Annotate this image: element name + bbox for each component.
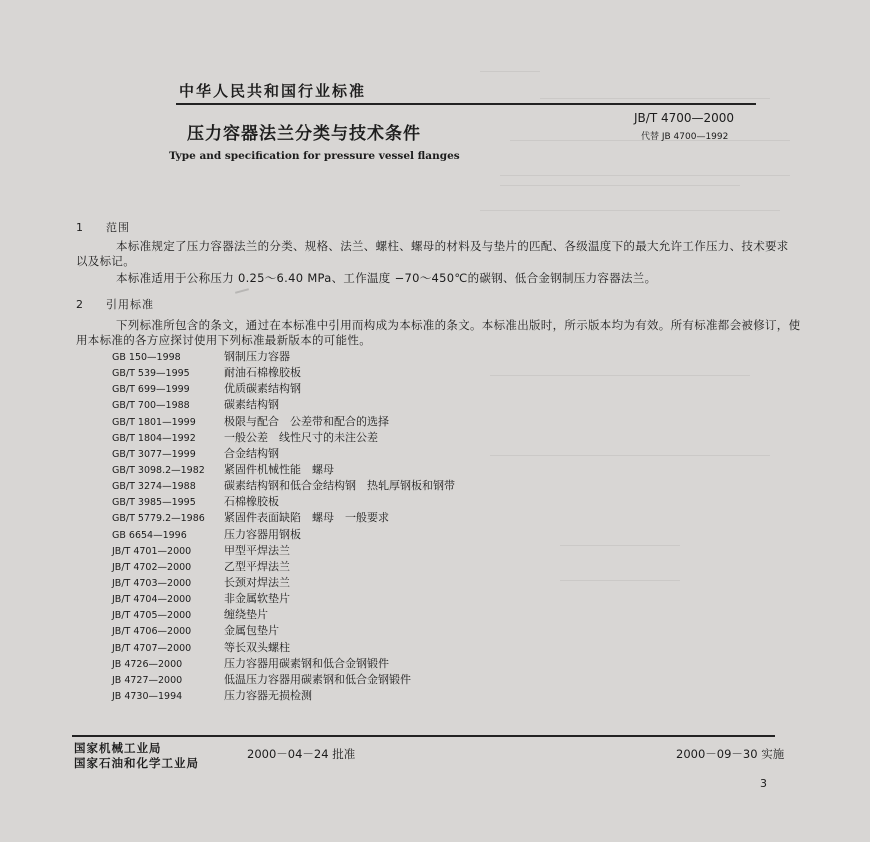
header-rule — [176, 103, 756, 105]
list-item: GB/T 1801—1999 极限与配合 公差带和配合的选择 — [112, 414, 389, 428]
issuing-authority-1: 国家机械工业局 — [74, 741, 162, 755]
scan-smudge — [235, 288, 249, 294]
page-title-english: Type and specification for pressure vessel flanges — [169, 150, 460, 162]
page-title: 压力容器法兰分类与技术条件 — [187, 124, 421, 144]
list-item: GB 150—1998 钢制压力容器 — [112, 350, 290, 363]
list-item: GB/T 1804—1992 一般公差 线性尺寸的未注公差 — [112, 430, 378, 444]
list-item: JB 4726—2000 压力容器用碳素钢和低合金钢锻件 — [112, 656, 389, 670]
standard-category-heading: 中华人民共和国行业标准 — [179, 82, 367, 100]
reference-list — [112, 349, 455, 704]
list-item: GB/T 3098.2—1982 紧固件机械性能 螺母 — [112, 462, 334, 476]
section-title: 引用标准 — [106, 298, 154, 311]
show-through-mark — [490, 375, 750, 376]
show-through-mark — [480, 210, 780, 211]
show-through-mark — [560, 545, 680, 546]
list-item: GB/T 3274—1988 碳素结构钢和低合金结构钢 热轧厚钢板和钢带 — [112, 479, 455, 493]
scope-paragraph-2: 本标准适用于公称压力 0.25～6.40 MPa、工作温度 −70～450℃的碳钢、低合金钢制压力容器法兰。 — [116, 271, 657, 285]
section-heading-scope — [76, 219, 130, 235]
list-item: JB/T 4707—2000 等长双头螺柱 — [112, 640, 290, 654]
section-number: 1 — [76, 221, 84, 234]
list-item: GB/T 3077—1999 合金结构钢 — [112, 446, 279, 460]
list-item: GB 6654—1996 压力容器用钢板 — [112, 527, 301, 541]
show-through-mark — [560, 580, 680, 581]
section-title: 范围 — [106, 221, 130, 234]
list-item: JB 4727—2000 低温压力容器用碳素钢和低合金钢锻件 — [112, 672, 411, 686]
effective-date: 2000－09－30 实施 — [676, 747, 785, 761]
list-item: JB/T 4702—2000 乙型平焊法兰 — [112, 559, 290, 573]
replaces-note: 代替 JB 4700—1992 — [641, 132, 729, 142]
show-through-mark — [480, 71, 540, 72]
page-number: 3 — [760, 777, 767, 790]
list-item: GB/T 5779.2—1986 紧固件表面缺陷 螺母 一般要求 — [112, 511, 389, 525]
show-through-mark — [490, 455, 770, 456]
list-item: JB/T 4701—2000 甲型平焊法兰 — [112, 543, 290, 557]
list-item: JB/T 4704—2000 非金属软垫片 — [112, 592, 290, 606]
list-item: JB 4730—1994 压力容器无损检测 — [112, 688, 312, 702]
references-paragraph: 下列标准所包含的条文，通过在本标准中引用而构成为本标准的条文。本标准出版时，所示版本均为有效。所有标准都会被修订，使用本标准的各方应探讨使用下列标准最新版本的可能性。 — [76, 318, 801, 347]
list-item: JB/T 4706—2000 金属包垫片 — [112, 624, 279, 638]
show-through-mark — [540, 98, 770, 99]
list-item: GB/T 699—1999 优质碳素结构钢 — [112, 382, 301, 396]
list-item: JB/T 4703—2000 长颈对焊法兰 — [112, 575, 290, 589]
list-item: JB/T 4705—2000 缠绕垫片 — [112, 608, 268, 622]
standard-number: JB/T 4700—2000 — [634, 111, 735, 125]
list-item: GB/T 539—1995 耐油石棉橡胶板 — [112, 366, 301, 380]
scope-paragraph-1: 本标准规定了压力容器法兰的分类、规格、法兰、螺柱、螺母的材料及与垫片的匹配、各级温度下的最大允许工作压力、技术要求以及标记。 — [76, 239, 789, 268]
footer-rule — [72, 735, 775, 737]
list-item: GB/T 3985—1995 石棉橡胶板 — [112, 495, 279, 509]
list-item: GB/T 700—1988 碳素结构钢 — [112, 398, 279, 412]
approval-date: 2000－04－24 批准 — [247, 747, 356, 761]
show-through-mark — [500, 175, 790, 176]
issuing-authority-2: 国家石油和化学工业局 — [74, 756, 199, 770]
section-number: 2 — [76, 298, 84, 311]
show-through-mark — [500, 185, 740, 186]
section-heading-references — [76, 296, 154, 312]
